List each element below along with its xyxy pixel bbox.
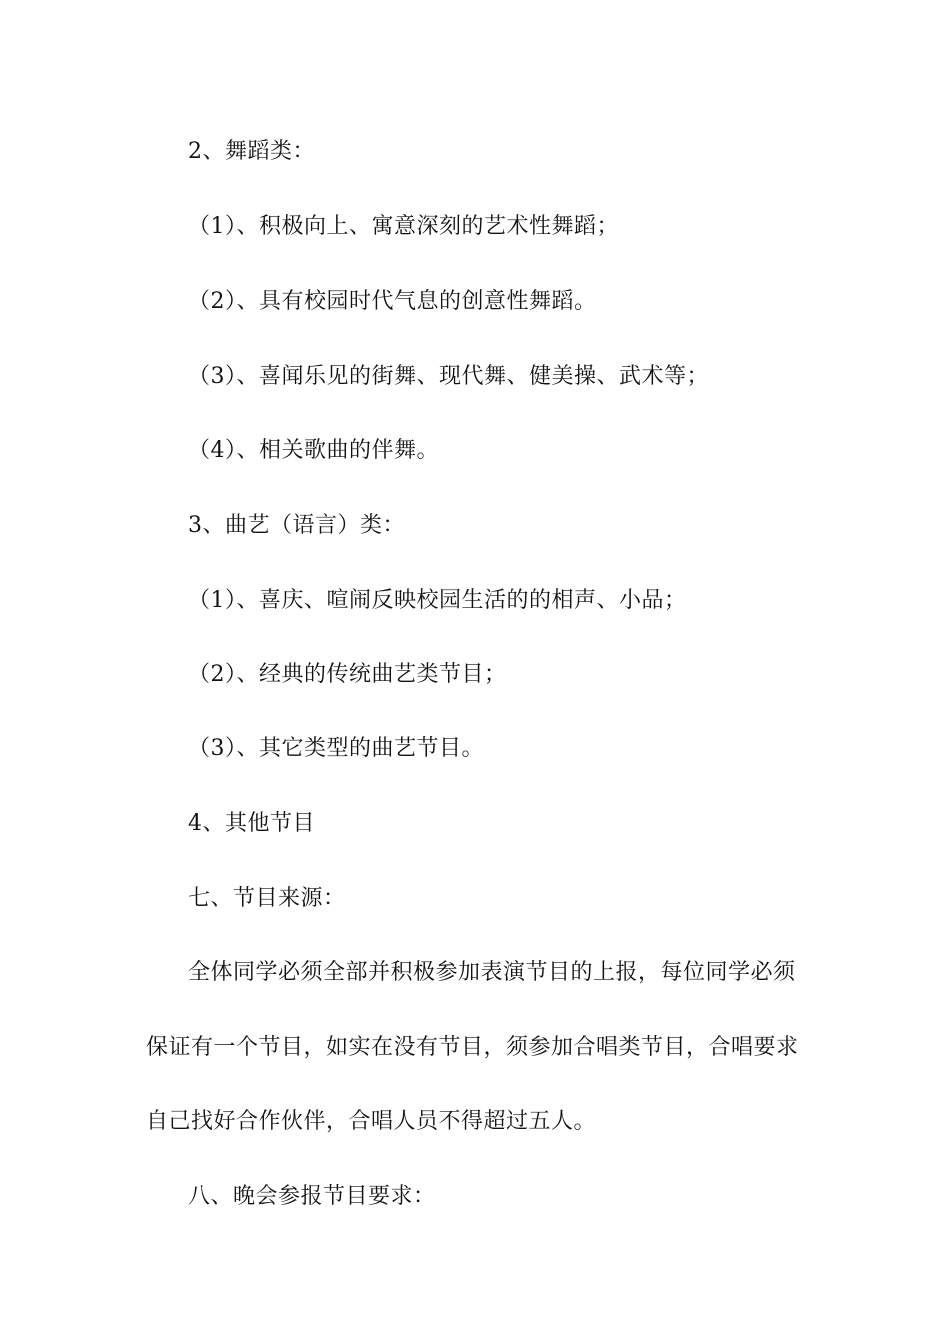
heading-quyi: 3、曲艺（语言）类： — [188, 513, 405, 538]
heading-requirements: 八、晚会参报节目要求： — [188, 1184, 436, 1209]
dance-item-1: （1）、积极向上、寓意深刻的艺术性舞蹈； — [188, 214, 619, 239]
quyi-item-2: （2）、经典的传统曲艺类节目； — [188, 662, 507, 687]
dance-item-4: （4）、相关歌曲的伴舞。 — [188, 438, 439, 463]
quyi-item-3: （3）、其它类型的曲艺节目。 — [188, 736, 484, 761]
heading-other: 4、其他节目 — [188, 811, 315, 836]
heading-source: 七、节目来源： — [188, 886, 346, 911]
quyi-item-1: （1）、喜庆、喧闹反映校园生活的的相声、小品； — [188, 588, 687, 613]
source-paragraph-line-1: 全体同学必须全部并积极参加表演节目的上报，每位同学必须 — [188, 960, 796, 985]
dance-item-2: （2）、具有校园时代气息的创意性舞蹈。 — [188, 289, 597, 314]
heading-dance: 2、舞蹈类： — [188, 139, 315, 164]
source-paragraph-line-3: 自己找好合作伙伴，合唱人员不得超过五人。 — [146, 1109, 597, 1134]
dance-item-3: （3）、喜闻乐见的街舞、现代舞、健美操、武术等； — [188, 364, 709, 389]
source-paragraph-line-2: 保证有一个节目，如实在没有节目，须参加合唱类节目，合唱要求 — [146, 1035, 799, 1060]
